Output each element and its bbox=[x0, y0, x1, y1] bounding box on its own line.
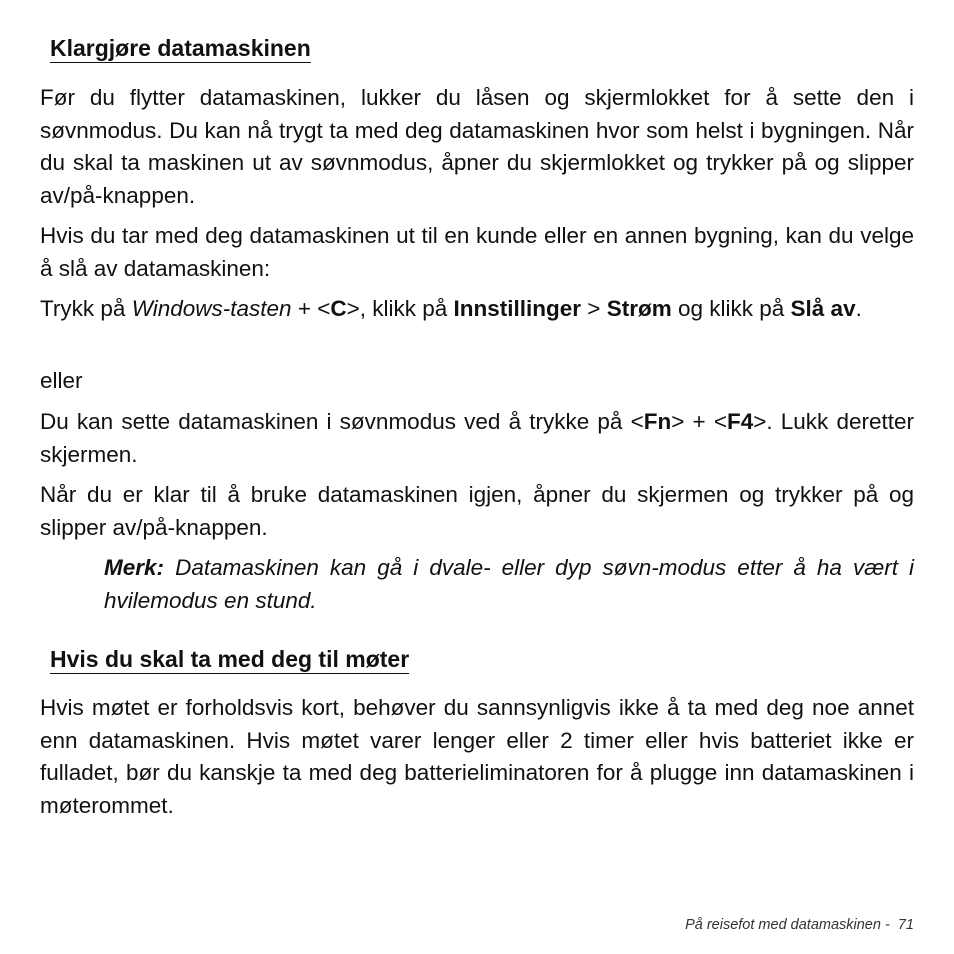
paragraph-meetings: Hvis møtet er forholdsvis kort, behøver du sannsynligvis ikke å ta med deg noe annet enn datamaskinen. Hvis møtet varer lenger eller 2 timer eller hvis batteriet ikke er fulladet, bør du kanskje ta med deg batterieliminatoren for å plugge inn datamaskinen i møterommet. bbox=[40, 695, 914, 818]
paragraph-take-outside: Hvis du tar med deg datamaskinen ut til en kunde eller en annen bygning, kan du velge å slå av datamaskinen: bbox=[40, 223, 914, 281]
key-fn: Fn bbox=[643, 409, 672, 434]
shut-down-text: Slå av bbox=[790, 296, 856, 321]
paragraph-sleep-shortcut: Du kan sette datamaskinen i søvnmodus ved å trykke på <Fn> + <F4>. Lukk deretter skjermen. bbox=[40, 409, 915, 467]
footer-title: På reisefot med datamaskinen - bbox=[685, 917, 890, 933]
key-f4: F4 bbox=[726, 409, 754, 434]
page-footer bbox=[685, 917, 914, 933]
paragraph-move-computer: Før du flytter datamaskinen, lukker du låsen og skjermlokket for å sette den i søvnmodus. Du kan nå trygt ta med deg datamaskinen hvor som helst i bygningen. Når du skal ta maskinen ut av søvnmodus, åpner du skjermlokket og trykker på og slipper av/på-knappen. bbox=[40, 85, 914, 208]
note-label: Merk: bbox=[104, 555, 165, 580]
key-c: C bbox=[330, 296, 347, 321]
settings-text: Innstillinger bbox=[453, 296, 582, 321]
power-text: Strøm bbox=[606, 296, 672, 321]
page-number: 71 bbox=[897, 917, 914, 933]
windows-key-text: Windows-tasten bbox=[131, 296, 292, 321]
paragraph-or: eller bbox=[40, 368, 83, 393]
section-heading-meetings: Hvis du skal ta med deg til møter bbox=[50, 646, 410, 672]
paragraph-shutdown-steps: Trykk på Windows-tasten + <C>, klikk på Innstillinger > Strøm og klikk på Slå av. bbox=[40, 296, 862, 321]
section-heading-prepare: Klargjøre datamaskinen bbox=[50, 35, 311, 61]
paragraph-resume: Når du er klar til å bruke datamaskinen igjen, åpner du skjermen og trykker på og slipper av/på-knappen. bbox=[40, 482, 914, 540]
note-paragraph: Merk: Datamaskinen kan gå i dvale- eller dyp søvn-modus etter å ha vært i hvilemodus en stund. bbox=[104, 555, 914, 613]
